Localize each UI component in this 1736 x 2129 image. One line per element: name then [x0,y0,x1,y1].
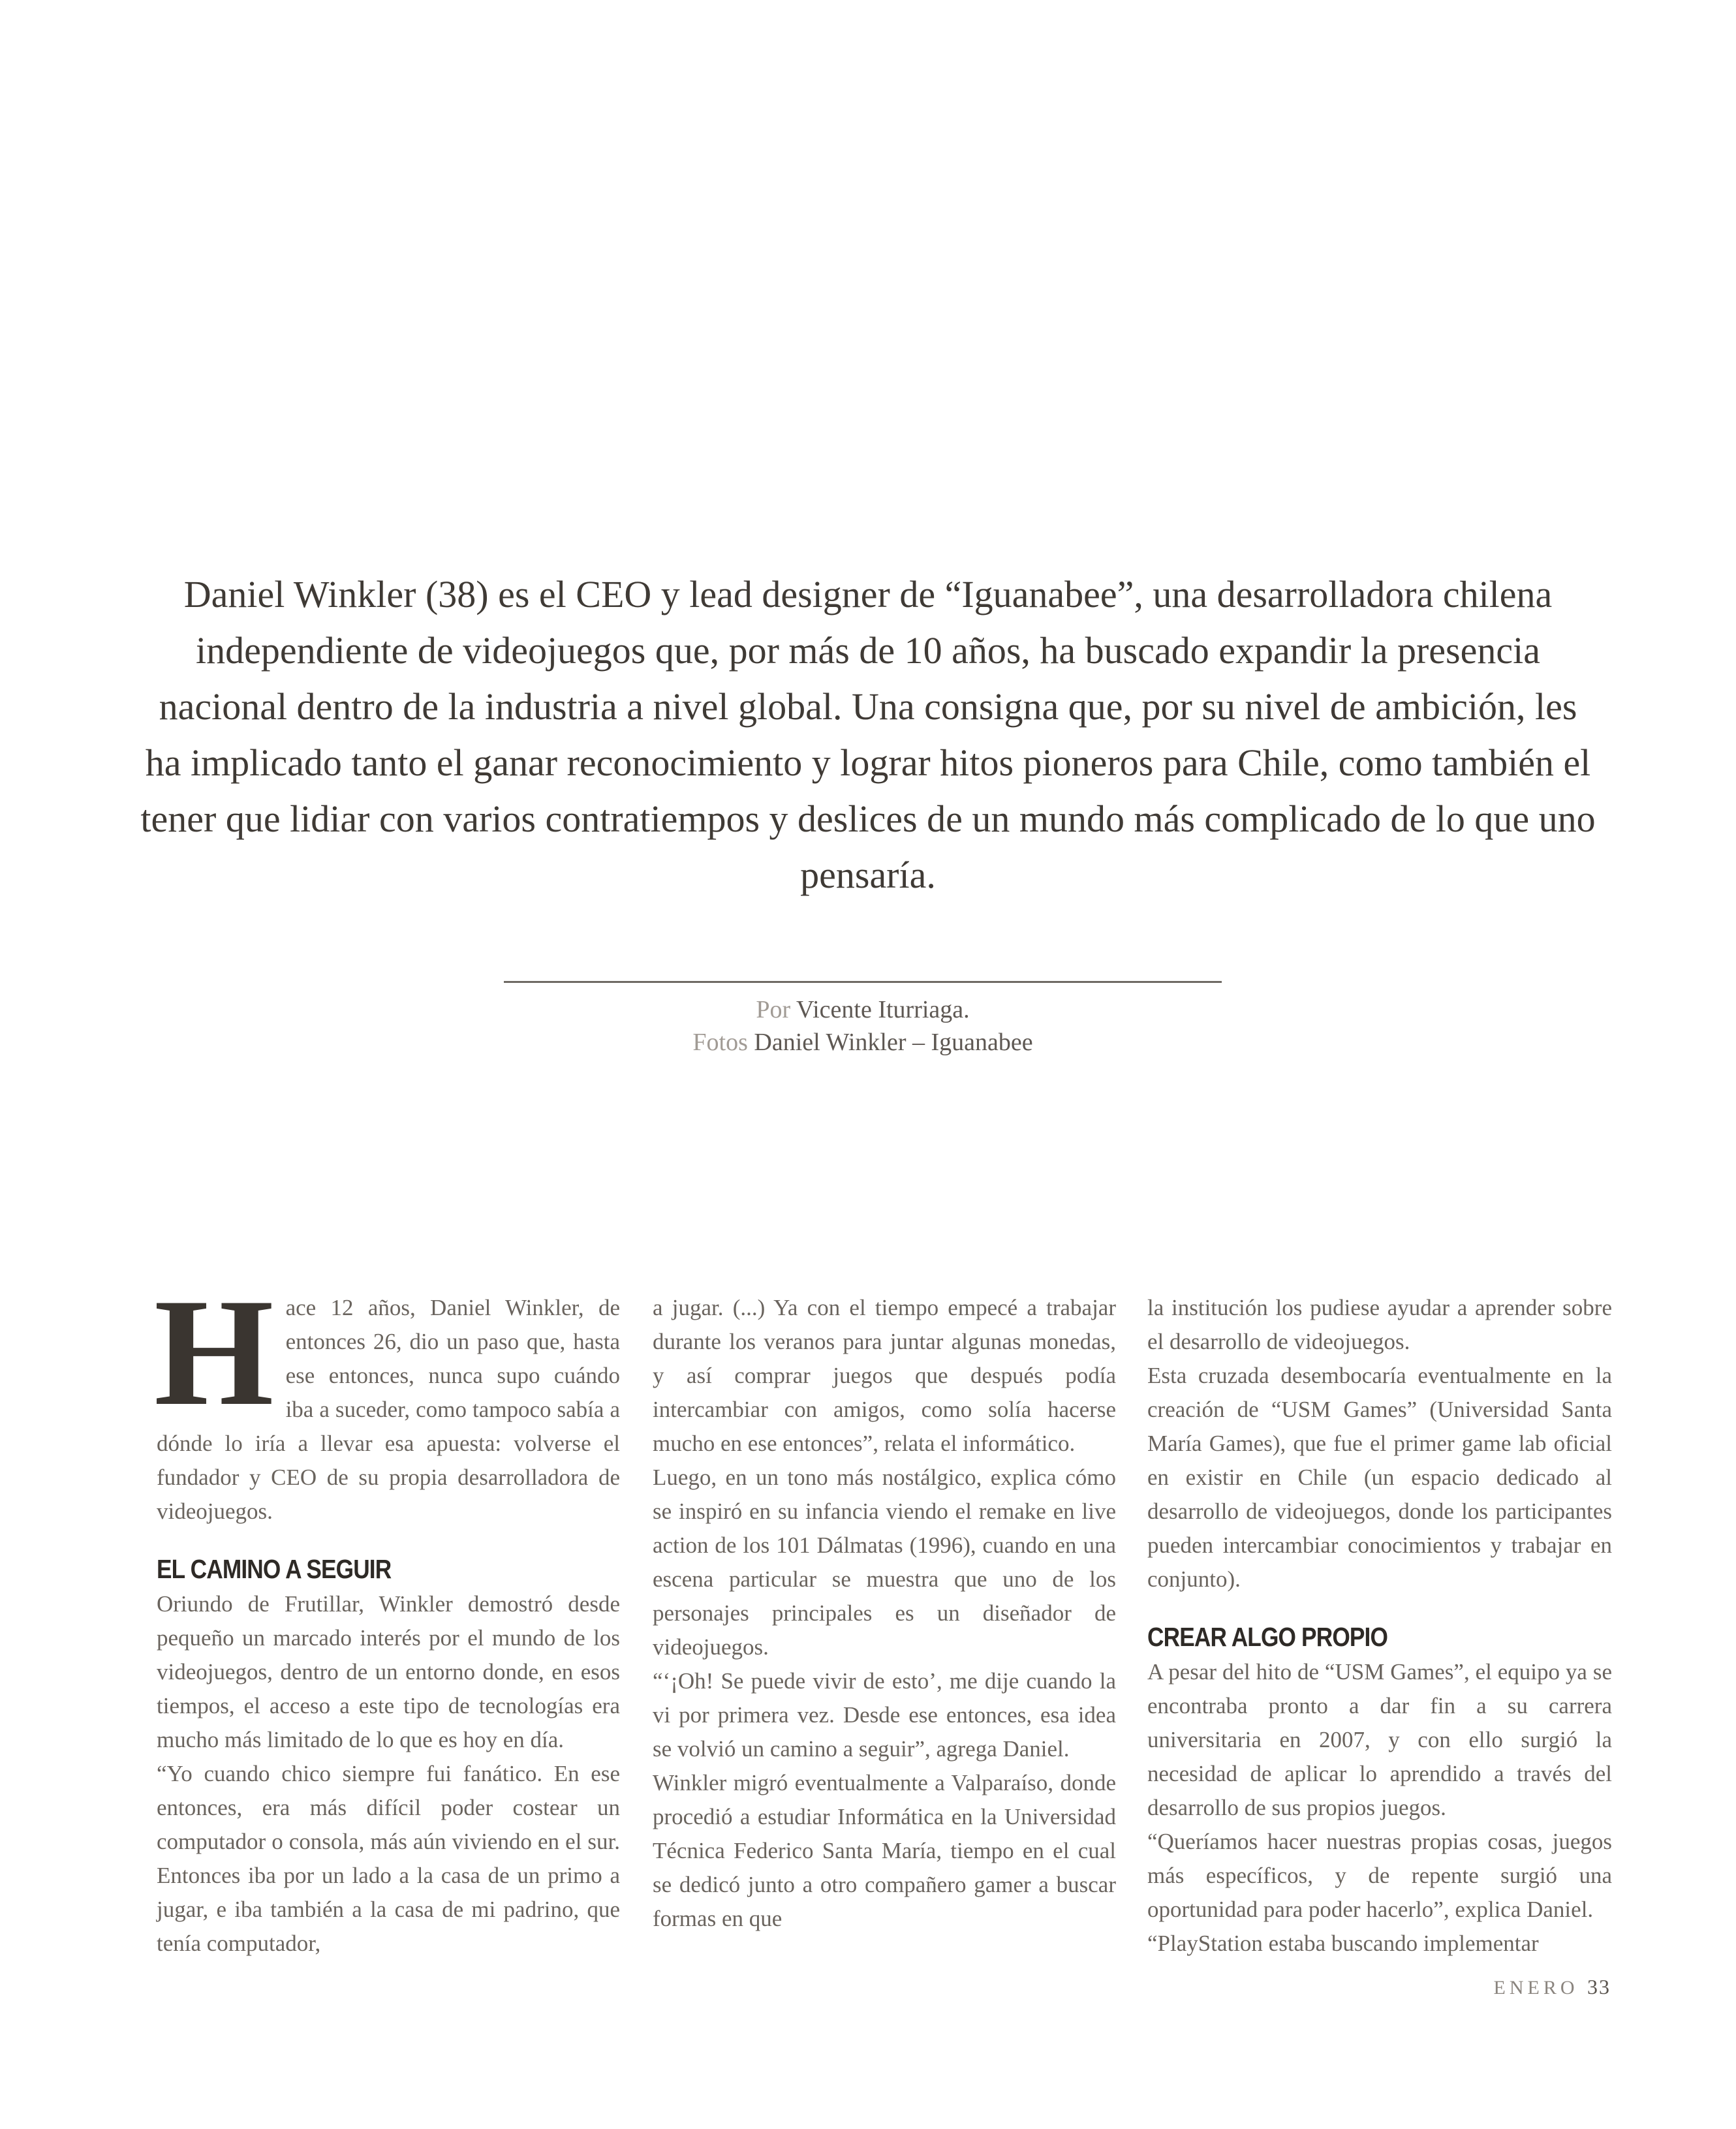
divider-rule [504,981,1222,983]
body-paragraph: “PlayStation estaba buscando implementar [1147,1931,1539,1956]
body-paragraph: la institución los pudiese ayudar a aprender sobre el desarrollo de videojuegos. [1147,1295,1612,1354]
folio-month: ENERO [1493,1977,1579,1998]
body-paragraph: “‘¡Oh! Se puede vivir de esto’, me dije cuando la vi por primera vez. Desde ese entonces, esa idea se volvió un camino a seguir”, agrega Daniel. [653,1668,1116,1762]
photos-label: Fotos [692,1029,748,1056]
body-paragraph: a jugar. (...) Ya con el tiempo empecé a trabajar durante los veranos para juntar algunas monedas, y así comprar juegos que después podía intercambiar con amigos, como solía hacerse mucho en ese entonces”, relata el informático. [653,1295,1116,1456]
body-paragraph: Oriundo de Frutillar, Winkler demostró desde pequeño un marcado interés por el mundo de los videojuegos, dentro de un entorno donde, en esos tiempos, el acceso a este tipo de tecnologías era mucho más limitado de lo que es hoy en día. [157,1591,620,1752]
article-column-2 [653,1291,1116,1936]
section-heading-camino: EL CAMINO A SEGUIR [157,1554,392,1584]
article-column-3 [1147,1291,1612,1961]
intro-text: ace 12 años, Daniel Winkler, de entonces 26, dio un paso que, hasta ese entonces, nunca supo cuándo iba a suceder, como tampoco sabía a dónde lo iría a llevar esa apuesta: volverse el fundador y CEO de su propia desarrolladora de videojuegos. [157,1295,620,1524]
photo-credit [504,1026,1222,1059]
byline [504,993,1222,1059]
body-paragraph: “Queríamos hacer nuestras propias cosas, juegos más específicos, y de repente surgió una oportunidad para poder hacerlo”, explica Daniel. [1147,1829,1612,1922]
article-column-1 [154,1267,620,1961]
by-label: Por [756,996,791,1023]
body-paragraph: Luego, en un tono más nostálgico, explica cómo se inspiró en su infancia viendo el remake en live action de los 101 Dálmatas (1996), cuando en una escena particular se muestra que uno de los personajes principales es un diseñador de videojuegos. [653,1465,1116,1660]
body-paragraph: A pesar del hito de “USM Games”, el equipo ya se encontraba pronto a dar fin a su carrera universitaria en 2007, y con ello surgió la necesidad de aplicar lo aprendido a través del desarrollo de sus propios juegos. [1147,1659,1612,1820]
page-folio [1494,1975,1611,1999]
author-name: Vicente Iturriaga. [796,996,970,1023]
body-paragraph: “Yo cuando chico siempre fui fanático. En ese entonces, era más difícil poder costear un computador o consola, más aún viviendo en el sur. Entonces iba por un lado a la casa de un primo a jugar, e iba también a la casa de mi padrino, que tenía computador, [157,1761,620,1956]
body-paragraph: Winkler migró eventualmente a Valparaíso, donde procedió a estudiar Informática en la Universidad Técnica Federico Santa María, tiempo en el cual se dedicó junto a otro compañero gamer a buscar formas en que [653,1770,1116,1931]
section-heading-crear: CREAR ALGO PROPIO [1147,1622,1388,1652]
page-number: 33 [1587,1975,1611,1998]
author-credit [504,993,1222,1026]
drop-cap: H [154,1267,274,1438]
photographer-name: Daniel Winkler – Iguanabee [754,1029,1033,1056]
intro-paragraph [154,1267,620,1529]
body-paragraph: Esta cruzada desembocaría eventualmente en la creación de “USM Games” (Universidad Santa María Games), que fue el primer game lab oficial en existir en Chile (un espacio dedicado al desarrollo de videojuegos, donde los participantes pueden intercambiar conocimientos y trabajar en conjunto). [1147,1363,1612,1592]
standfirst: Daniel Winkler (38) es el CEO y lead designer de “Iguanabee”, una desarrolladora chilena independiente de videojuegos que, por más de 10 años, ha buscado expandir la presencia nacional dentro de la industria a nivel global. Una consigna que, por su nivel de ambición, les ha implicado tanto el ganar reconocimiento y lograr hitos pioneros para Chile, como también el tener que lidiar con varios contratiempos y deslices de un mundo más complicado de lo que uno pensaría. [140,573,1596,896]
